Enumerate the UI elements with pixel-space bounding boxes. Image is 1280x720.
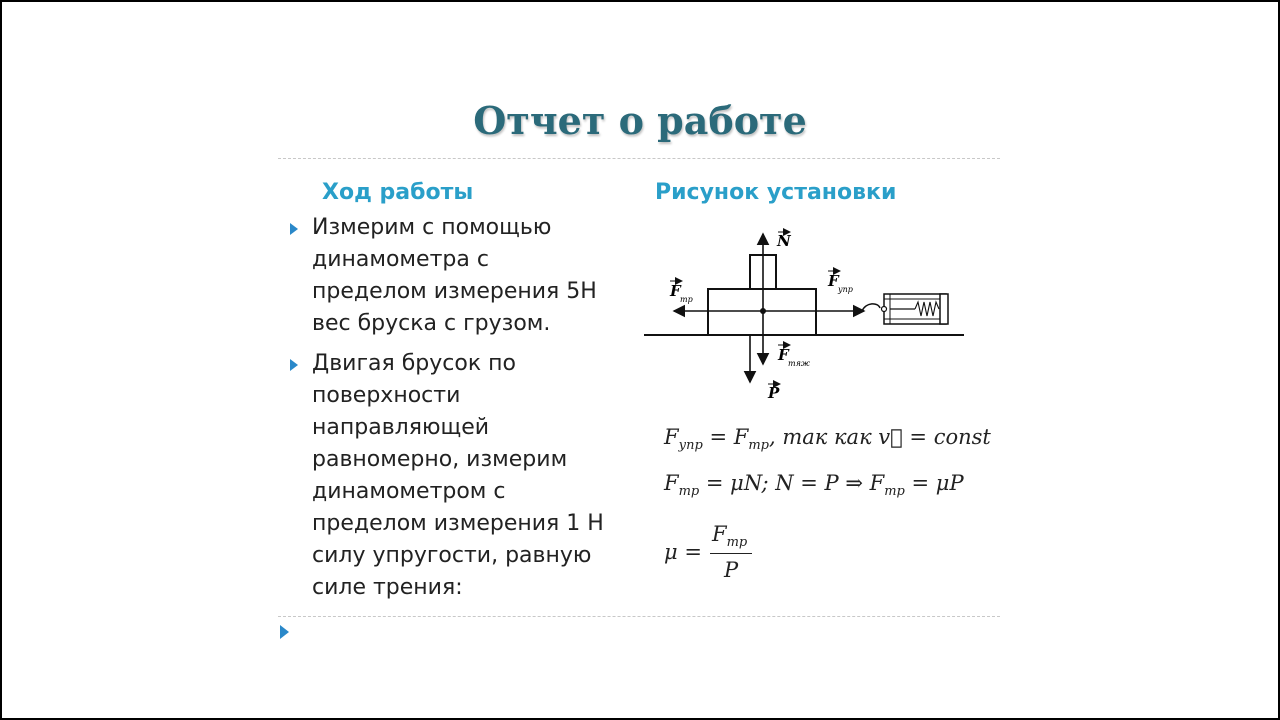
- top-divider: [278, 158, 1000, 159]
- bullet-list: [286, 212, 636, 612]
- label-F-tyazh: F: [778, 346, 789, 364]
- formula-2-b: F: [869, 471, 885, 495]
- formula-1-a-sub: упр: [678, 438, 703, 454]
- formula-2-b-sub: тр: [884, 484, 905, 500]
- formula-1-b: F: [733, 425, 749, 449]
- label-F-tr-sub: тр: [680, 295, 693, 304]
- hook: [862, 304, 880, 311]
- formula-1-rest: , так как v⃗ = const: [769, 425, 991, 449]
- list-item: [286, 348, 636, 604]
- formula-3-mu: μ =: [664, 540, 702, 564]
- label-F-upr: F: [828, 272, 839, 290]
- right-heading: Рисунок установки: [655, 180, 897, 205]
- empty-bullet-icon: [280, 625, 289, 639]
- formula-1-eq: =: [702, 425, 734, 449]
- fraction-bar: [710, 553, 752, 554]
- formula-3-num-F: F: [712, 522, 727, 546]
- formula-2-mid: = μN; N = P ⇒: [699, 471, 870, 495]
- slide-title: Отчет о работе: [473, 98, 807, 143]
- formula-2-a-sub: тр: [678, 484, 700, 500]
- formula-1-b-sub: тр: [748, 438, 770, 454]
- formula-3-num-sub: тр: [726, 535, 748, 551]
- bottom-divider: [278, 616, 1000, 617]
- formula-1: [664, 425, 991, 453]
- bullet-text: Измерим с помощью динамометра с пределом измерения 5Н вес бруска с грузом.: [312, 215, 597, 336]
- formula-1-a: F: [664, 425, 679, 449]
- formula-2-a: F: [664, 471, 679, 495]
- label-N: N: [777, 232, 791, 250]
- bullet-arrow-icon: [290, 359, 298, 371]
- label-F-upr-sub: упр: [838, 285, 853, 294]
- formula-3-num: [712, 522, 747, 550]
- left-heading: Ход работы: [322, 180, 474, 205]
- label-F-tyazh-sub: тяж: [788, 359, 810, 368]
- bullet-arrow-icon: [290, 223, 298, 235]
- label-F-tr: F: [670, 282, 681, 300]
- bullet-text: Двигая брусок по поверхности направляющей равномерно, измерим динамометром с пределом измерения 1 Н силу упругости, равную силе трения:: [312, 351, 604, 600]
- formula-2: [664, 471, 964, 499]
- formula-2-rest: = μP: [904, 471, 964, 495]
- label-P: P: [768, 384, 780, 402]
- list-item: [286, 212, 636, 340]
- setup-diagram: [640, 222, 970, 407]
- dynamometer: [882, 294, 949, 324]
- formula-3-den: P: [724, 558, 739, 582]
